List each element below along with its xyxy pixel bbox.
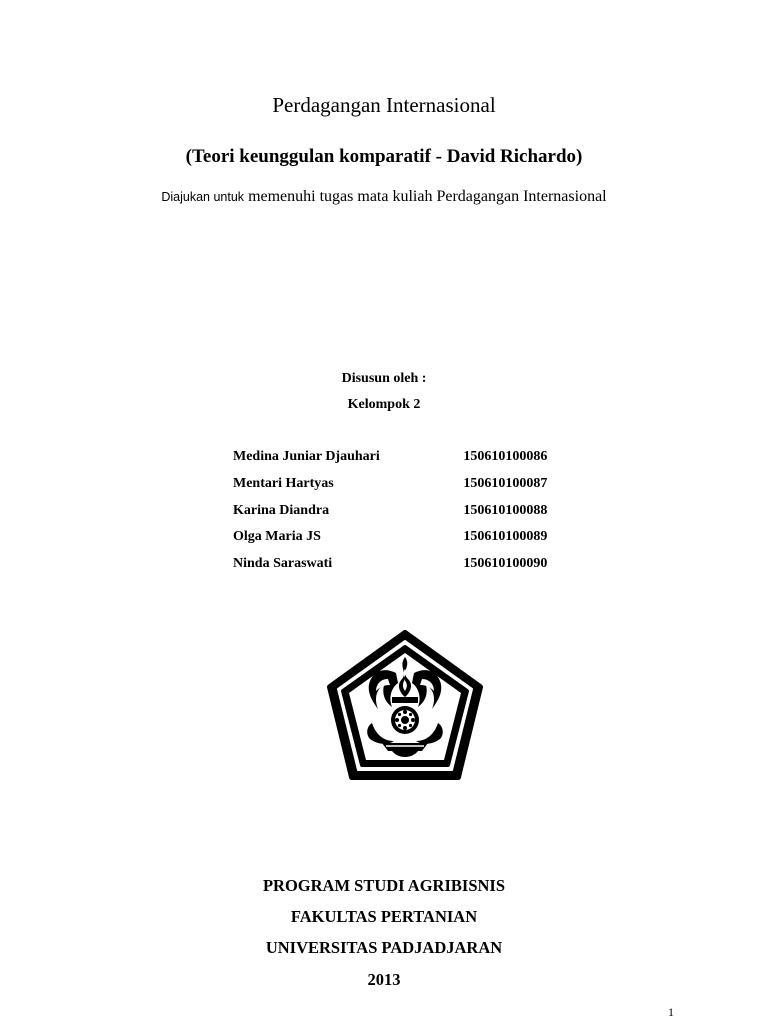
purpose-text: memenuhi tugas mata kuliah Perdagangan Internasional bbox=[248, 188, 607, 205]
member-nim: 150610100087 bbox=[463, 475, 548, 491]
university-emblem-icon bbox=[322, 627, 488, 787]
member-row bbox=[233, 449, 593, 476]
member-row bbox=[233, 503, 593, 530]
member-nim: 150610100088 bbox=[463, 502, 548, 518]
member-name: Medina Juniar Djauhari bbox=[233, 449, 380, 464]
document-title: Perdagangan Internasional bbox=[272, 93, 496, 117]
member-row bbox=[233, 529, 593, 556]
member-nim: 150610100086 bbox=[463, 449, 548, 464]
program-name: PROGRAM STUDI AGRIBISNIS bbox=[262, 876, 506, 895]
member-list bbox=[233, 449, 593, 583]
purpose-prefix: Diajukan untuk bbox=[161, 190, 245, 204]
compiled-by-label: Disusun oleh : bbox=[341, 371, 427, 386]
purpose-statement bbox=[0, 188, 768, 206]
university-name: UNIVERSITAS PADJADJARAN bbox=[265, 938, 503, 957]
member-nim: 150610100090 bbox=[463, 556, 548, 572]
page-number: 1 bbox=[668, 1005, 674, 1019]
member-nim: 150610100089 bbox=[463, 529, 548, 545]
member-name: Olga Maria JS bbox=[233, 529, 321, 545]
member-name: Karina Diandra bbox=[233, 502, 330, 518]
faculty-name: FAKULTAS PERTANIAN bbox=[290, 907, 478, 926]
member-row bbox=[233, 556, 593, 583]
member-name: Ninda Saraswati bbox=[233, 556, 333, 572]
group-label: Kelompok 2 bbox=[347, 397, 421, 412]
member-row bbox=[233, 476, 593, 503]
document-subtitle: (Teori keunggulan komparatif - David Richardo) bbox=[185, 146, 583, 167]
year: 2013 bbox=[367, 970, 401, 989]
member-name: Mentari Hartyas bbox=[233, 475, 334, 491]
